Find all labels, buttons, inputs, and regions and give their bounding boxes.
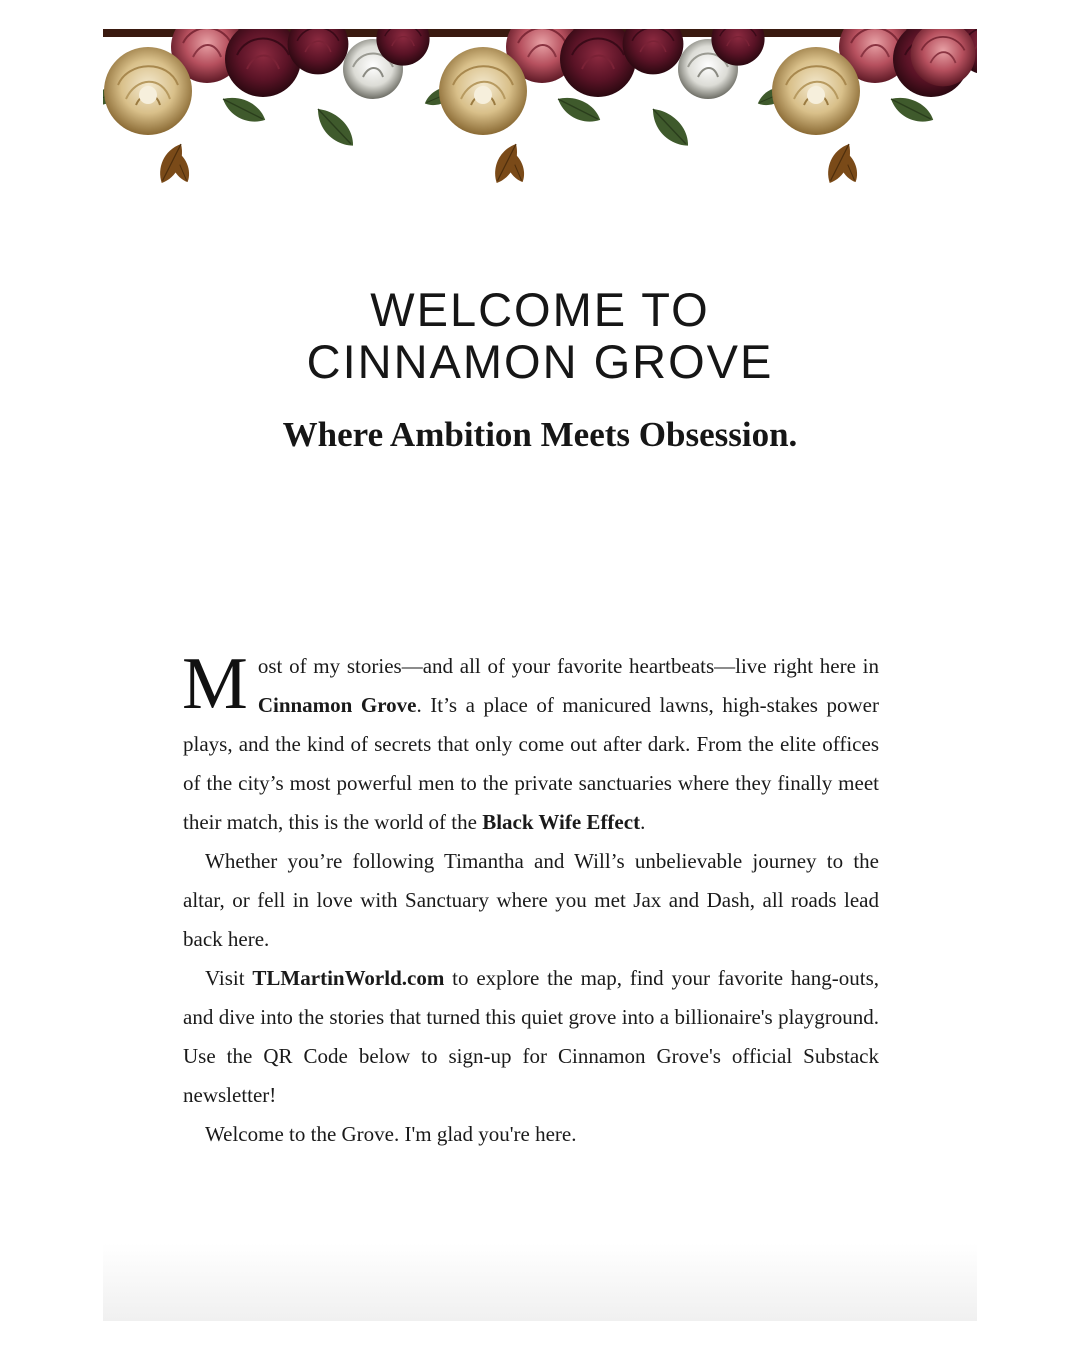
page-title xyxy=(103,284,977,388)
paragraph-intro-bold-2: Black Wife Effect xyxy=(482,810,641,834)
drop-cap: M xyxy=(182,643,248,725)
title-line-2: CINNAMON GROVE xyxy=(306,335,774,388)
floral-rose-garland-icon xyxy=(103,29,977,189)
paragraph-journeys: Whether you’re following Timantha and Will’s unbelievable journey to the altar, or fell in love with Sanctuary where you met Jax and Dash, all roads lead back here. xyxy=(183,849,879,951)
paragraph-welcome: Welcome to the Grove. I'm glad you're here. xyxy=(205,1122,577,1146)
paragraph-intro-bold-1: Cinnamon Grove xyxy=(257,693,417,717)
title-line-1: WELCOME TO xyxy=(370,283,710,336)
paragraph-intro-text-2: . It’s a place of manicured lawns, high-stakes power plays, and the kind of secrets that only come out after dark. From the elite offices of the city’s most powerful men to the private sanctuaries where they finally meet their match, this is the world of the xyxy=(183,693,879,834)
website-link[interactable]: TLMartinWorld.com xyxy=(252,966,445,990)
paragraph-visit-text-1: Visit xyxy=(205,966,253,990)
body-text xyxy=(182,643,879,1154)
paragraph-visit xyxy=(183,959,879,1115)
book-page xyxy=(103,29,977,1321)
page-bottom-shadow xyxy=(103,1243,977,1321)
page-subtitle: Where Ambition Meets Obsession. xyxy=(282,415,798,454)
paragraph-intro-text-1: ost of my stories—and all of your favorite heartbeats—live right here in xyxy=(257,654,879,678)
paragraph-visit-text-2: to explore the map, find your favorite hang-outs, and dive into the stories that turned this quiet grove into a billionaire's playground. Use the QR Code below to sign-up for Cinnamon Grove's official Substack newsletter! xyxy=(183,966,879,1107)
paragraph-intro-text-3: . xyxy=(640,810,646,834)
paragraph-intro xyxy=(182,643,879,842)
